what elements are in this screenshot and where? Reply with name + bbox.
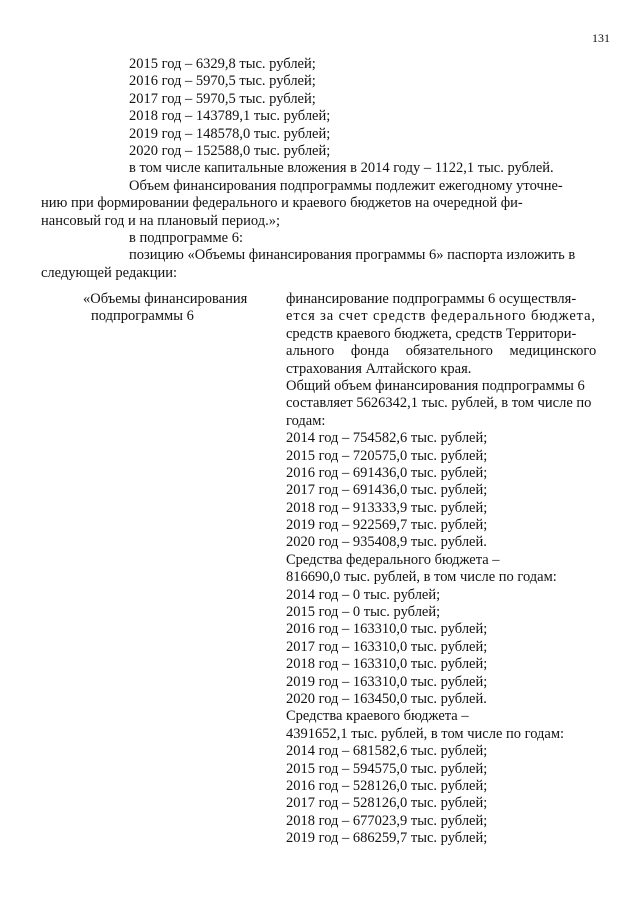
total-line: годам: xyxy=(286,412,326,429)
regional-budget-line: 4391652,1 тыс. рублей, в том числе по годам: xyxy=(286,725,565,742)
year-line: 2019 год – 148578,0 тыс. рублей; xyxy=(129,125,331,142)
year-line: 2017 год – 5970,5 тыс. рублей; xyxy=(129,90,316,107)
total-year-line: 2016 год – 691436,0 тыс. рублей; xyxy=(286,464,488,481)
regional-year-line: 2015 год – 594575,0 тыс. рублей; xyxy=(286,760,488,777)
total-line: составляет 5626342,1 тыс. рублей, в том числе по xyxy=(286,395,592,412)
total-year-line: 2019 год – 922569,7 тыс. рублей; xyxy=(286,517,488,534)
table-left-cell xyxy=(83,291,286,326)
financing-paragraph-line: нию при формировании федерального и краевого бюджетов на очередной фи- xyxy=(41,195,523,212)
total-year-line: 2015 год – 720575,0 тыс. рублей; xyxy=(286,447,488,464)
table-left-label: подпрограммы 6 xyxy=(91,308,194,325)
regional-year-line: 2016 год – 528126,0 тыс. рублей; xyxy=(286,777,488,794)
regional-budget-line: Средства краевого бюджета – xyxy=(286,708,469,725)
description-text: финансирование подпрограммы 6 осуществля- xyxy=(286,291,577,307)
federal-year-line: 2019 год – 163310,0 тыс. рублей; xyxy=(286,673,488,690)
intro-section xyxy=(41,56,611,282)
table-left-label: «Объемы финансирования xyxy=(83,291,248,307)
regional-year-line: 2017 год – 528126,0 тыс. рублей; xyxy=(286,795,488,812)
year-line: 2020 год – 152588,0 тыс. рублей; xyxy=(129,142,331,159)
federal-budget-line: 816690,0 тыс. рублей, в том числе по годам: xyxy=(286,569,557,586)
year-line: 2015 год – 6329,8 тыс. рублей; xyxy=(129,56,316,72)
description-line: ального фонда обязательного медицинского xyxy=(286,343,597,360)
position-paragraph-line: позицию «Объемы финансирования программы 6» паспорта изложить в xyxy=(129,247,576,264)
capital-investment-line: в том числе капитальные вложения в 2014 году – 1122,1 тыс. рублей. xyxy=(129,160,554,177)
regional-year-line: 2014 год – 681582,6 тыс. рублей; xyxy=(286,743,488,760)
federal-year-line: 2014 год – 0 тыс. рублей; xyxy=(286,586,441,603)
federal-year-line: 2018 год – 163310,0 тыс. рублей; xyxy=(286,656,488,673)
description-line xyxy=(286,291,612,308)
financing-paragraph-line: Объем финансирования подпрограммы подлежит ежегодному уточне- xyxy=(129,177,563,194)
federal-year-line: 2016 год – 163310,0 тыс. рублей; xyxy=(286,621,488,638)
page-number: 131 xyxy=(592,31,610,45)
federal-budget-line: Средства федерального бюджета – xyxy=(286,551,500,568)
total-year-line: 2017 год – 691436,0 тыс. рублей; xyxy=(286,482,488,499)
description-line: ется за счет средств федерального бюджета, xyxy=(286,308,596,325)
total-year-line: 2018 год – 913333,9 тыс. рублей; xyxy=(286,499,488,516)
regional-year-line: 2019 год – 686259,7 тыс. рублей; xyxy=(286,830,488,847)
table-right-cell xyxy=(286,291,612,848)
total-year-line: 2014 год – 754582,6 тыс. рублей; xyxy=(286,430,488,447)
subprogram-heading: в подпрограмме 6: xyxy=(129,229,244,246)
federal-year-line: 2020 год – 163450,0 тыс. рублей. xyxy=(286,690,487,707)
position-paragraph-line: следующей редакции: xyxy=(41,264,178,281)
year-line: 2016 год – 5970,5 тыс. рублей; xyxy=(129,73,316,90)
intro-year-list xyxy=(91,56,611,178)
regional-year-line: 2018 год – 677023,9 тыс. рублей; xyxy=(286,812,488,829)
federal-year-line: 2017 год – 163310,0 тыс. рублей; xyxy=(286,638,488,655)
description-line: средств краевого бюджета, средств Территори- xyxy=(286,325,577,342)
total-year-line: 2020 год – 935408,9 тыс. рублей. xyxy=(286,534,487,551)
federal-year-line: 2015 год – 0 тыс. рублей; xyxy=(286,604,441,621)
description-line: страхования Алтайского края. xyxy=(286,360,472,377)
total-line: Общий объем финансирования подпрограммы 6 xyxy=(286,377,585,394)
financing-paragraph-line: нансовый год и на плановый период.»; xyxy=(41,212,280,229)
year-line: 2018 год – 143789,1 тыс. рублей; xyxy=(129,108,331,125)
